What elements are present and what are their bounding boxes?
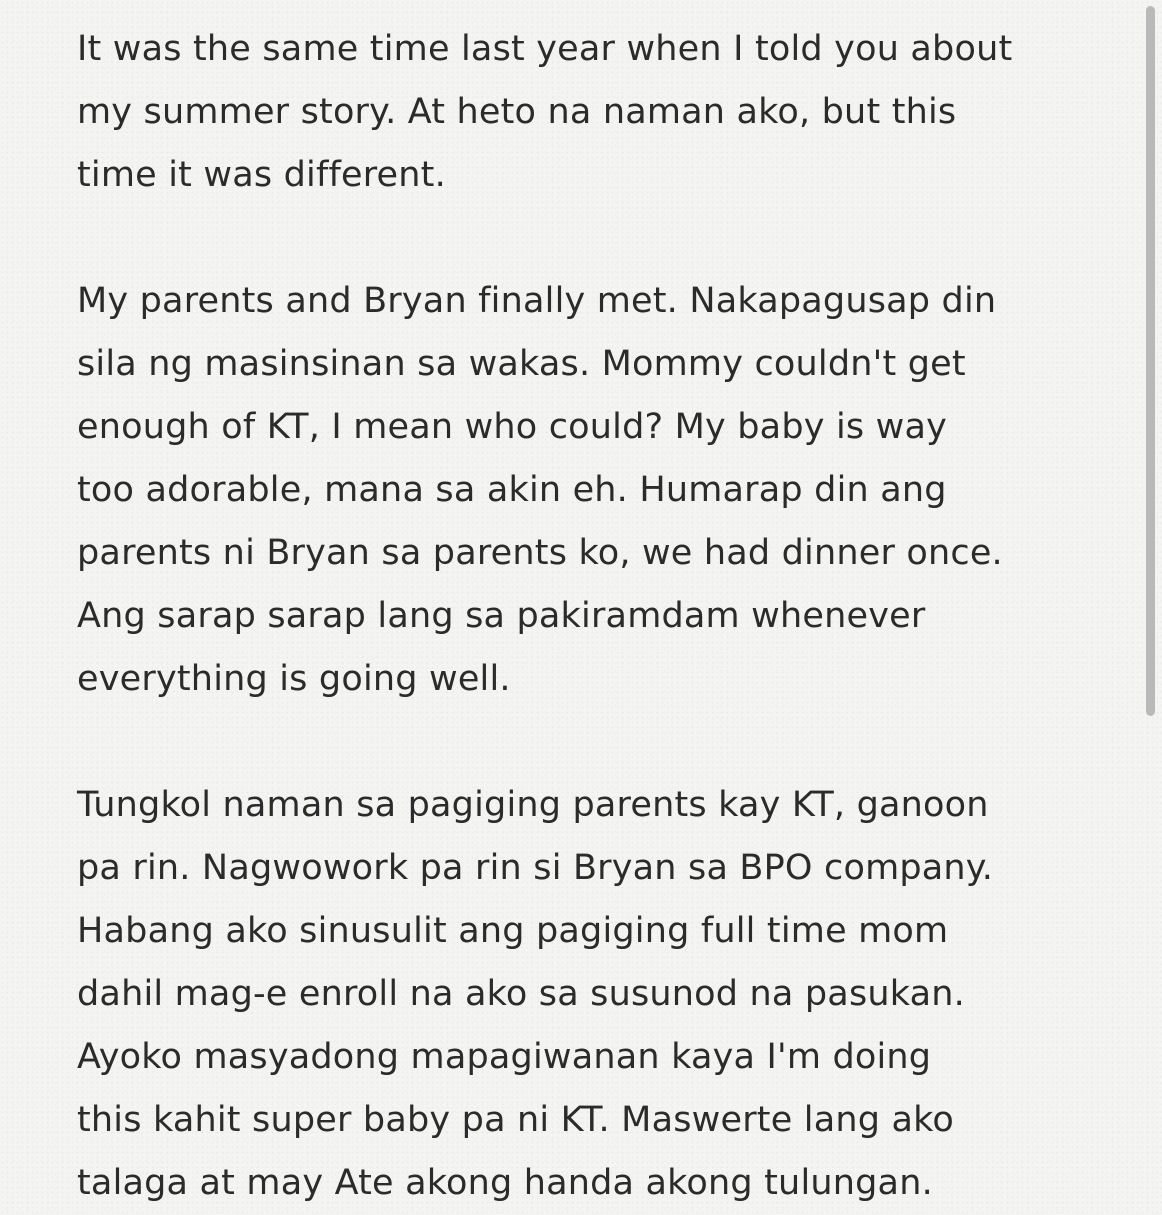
text-line: too adorable, mana sa akin eh. Humarap din ang xyxy=(77,470,947,510)
paragraph-2 xyxy=(77,270,1139,711)
text-line: sila ng masinsinan sa wakas. Mommy couldn't get xyxy=(77,344,966,384)
text-line: Ayoko masyadong mapagiwanan kaya I'm doing xyxy=(77,1037,932,1077)
text-line: this kahit super baby pa ni KT. Maswerte lang ako xyxy=(77,1100,954,1140)
text-line: Habang ako sinusulit ang pagiging full time mom xyxy=(77,911,949,951)
text-line: time it was different. xyxy=(77,155,446,195)
text-line: My parents and Bryan finally met. Nakapagusap din xyxy=(77,281,997,321)
text-line: talaga at may Ate akong handa akong tulungan. xyxy=(77,1163,933,1203)
paragraph-3 xyxy=(77,774,1139,1215)
text-line: dahil mag-e enroll na ako sa susunod na pasukan. xyxy=(77,974,965,1014)
text-line: enough of KT, I mean who could? My baby is way xyxy=(77,407,948,447)
note-body[interactable] xyxy=(77,18,1139,1215)
text-line: everything is going well. xyxy=(77,659,511,699)
text-line: pa rin. Nagwowork pa rin si Bryan sa BPO company. xyxy=(77,848,994,888)
text-line: my summer story. At heto na naman ako, but this xyxy=(77,92,957,132)
paragraph-1 xyxy=(77,18,1139,207)
vertical-scrollbar[interactable] xyxy=(1146,6,1155,716)
text-line: parents ni Bryan sa parents ko, we had dinner once. xyxy=(77,533,1003,573)
text-line: It was the same time last year when I told you about xyxy=(77,29,1013,69)
text-line: Ang sarap sarap lang sa pakiramdam whenever xyxy=(77,596,926,636)
text-line: Tungkol naman sa pagiging parents kay KT, ganoon xyxy=(77,785,989,825)
